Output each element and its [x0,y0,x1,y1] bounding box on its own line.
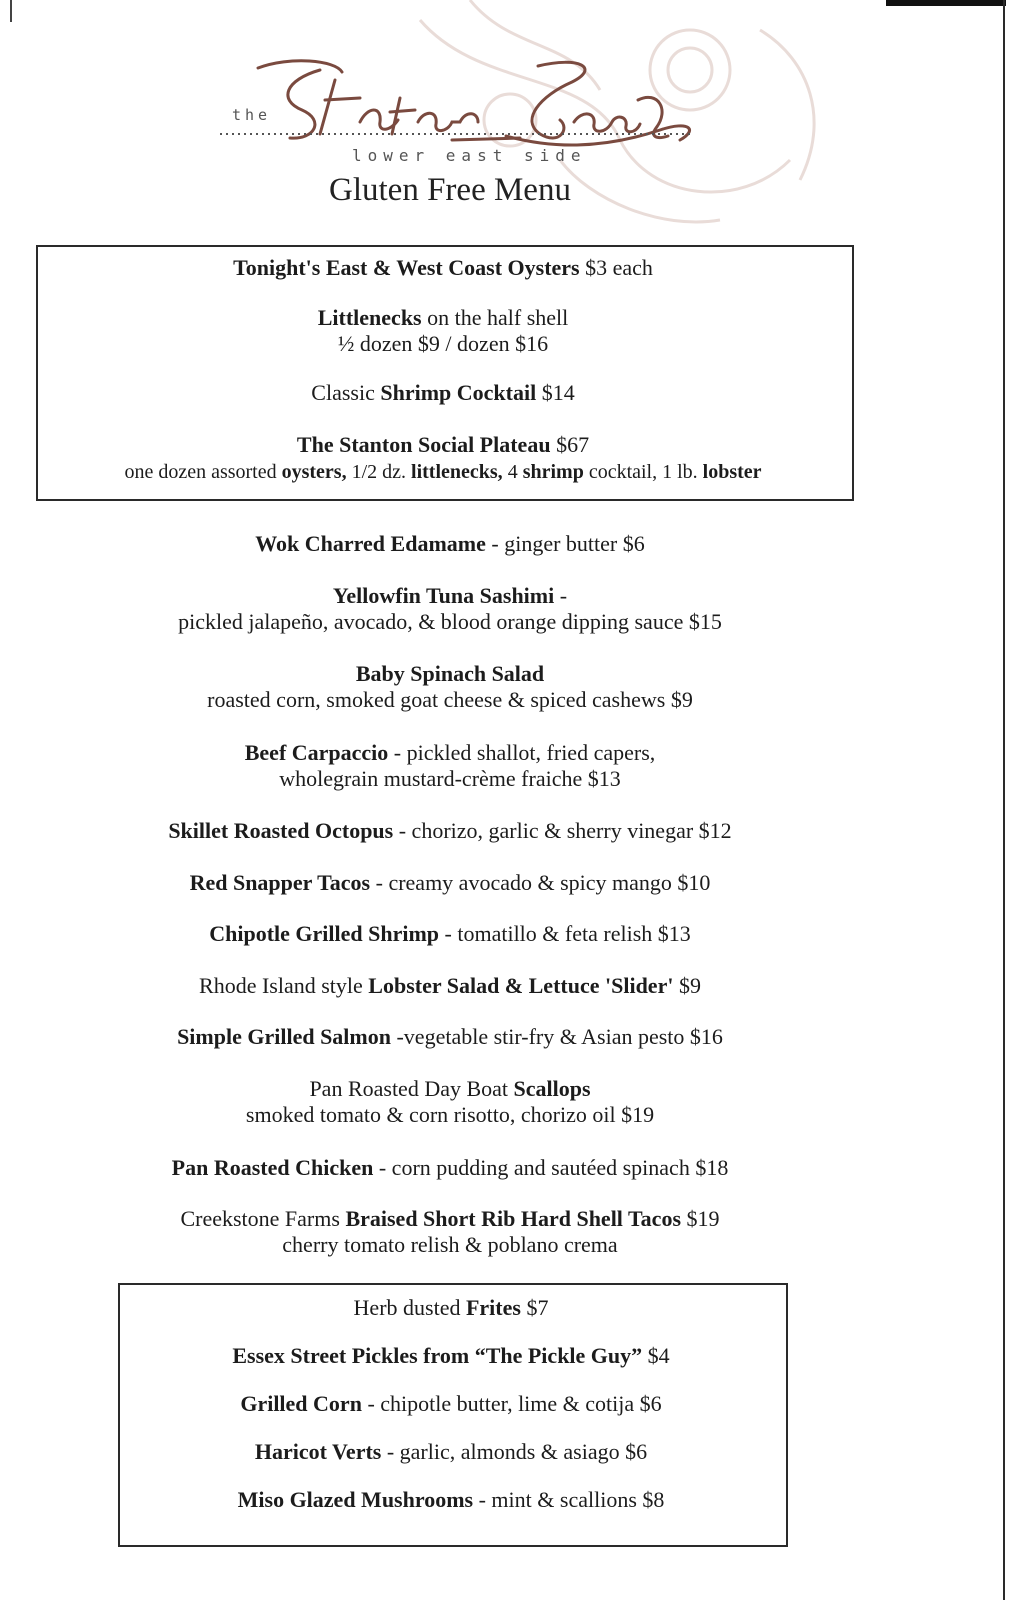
scan-edge-top-right [886,0,1006,6]
side-item-pickles: Essex Street Pickles from “The Pickle Guy” $4 [232,1343,670,1368]
logo-location: lower east side [352,146,587,165]
menu-item-lobster-slider: Rhode Island style Lobster Salad & Lettuce 'Slider' $9 [199,973,701,998]
menu-item-snapper-tacos: Red Snapper Tacos - creamy avocado & spicy mango $10 [189,870,711,895]
menu-item-octopus: Skillet Roasted Octopus - chorizo, garlic & sherry vinegar $12 [168,818,732,843]
side-item-haricot-verts: Haricot Verts - garlic, almonds & asiago $6 [254,1439,648,1464]
menu-item-spinach-salad-detail: roasted corn, smoked goat cheese & spiced cashews $9 [207,687,693,712]
logo-the: the [232,106,272,124]
scan-edge-left [0,0,12,22]
menu-item-tuna-sashimi-detail: pickled jalapeño, avocado, & blood orange dipping sauce $15 [178,609,722,634]
menu-item-spinach-salad: Baby Spinach Salad [355,661,545,686]
menu-item-scallops: Pan Roasted Day Boat Scallops [309,1076,591,1101]
side-item-frites: Herb dusted Frites $7 [353,1295,549,1320]
menu-item-tuna-sashimi: Yellowfin Tuna Sashimi - [332,583,568,608]
menu-item-chicken: Pan Roasted Chicken - corn pudding and sautéed spinach $18 [171,1155,729,1180]
menu-item-littlenecks: Littlenecks on the half shell [317,305,569,330]
menu-item-oysters: Tonight's East & West Coast Oysters $3 each [233,255,653,280]
menu-item-short-rib-tacos-detail: cherry tomato relish & poblano crema [282,1232,618,1257]
menu-title: Gluten Free Menu [329,172,571,208]
menu-item-short-rib-tacos: Creekstone Farms Braised Short Rib Hard Shell Tacos $19 [180,1206,720,1231]
side-item-grilled-corn: Grilled Corn - chipotle butter, lime & cotija $6 [240,1391,662,1416]
menu-item-shrimp-cocktail: Classic Shrimp Cocktail $14 [311,380,575,405]
menu-item-littlenecks-prices: ½ dozen $9 / dozen $16 [337,331,549,356]
side-item-miso-mushrooms: Miso Glazed Mushrooms - mint & scallions $8 [237,1487,665,1512]
menu-item-plateau: The Stanton Social Plateau $67 [296,432,590,457]
menu-item-beef-carpaccio-detail: wholegrain mustard-crème fraiche $13 [279,766,621,791]
menu-item-edamame: Wok Charred Edamame - ginger butter $6 [255,531,645,556]
menu-item-scallops-detail: smoked tomato & corn risotto, chorizo oil $19 [245,1102,655,1127]
menu-item-beef-carpaccio: Beef Carpaccio - pickled shallot, fried capers, [244,740,656,765]
menu-item-salmon: Simple Grilled Salmon -vegetable stir-fry & Asian pesto $16 [177,1024,723,1049]
restaurant-logo [220,50,700,175]
menu-item-chipotle-shrimp: Chipotle Grilled Shrimp - tomatillo & feta relish $13 [209,921,691,946]
menu-item-plateau-detail: one dozen assorted oysters, 1/2 dz. littlenecks, 4 shrimp cocktail, 1 lb. lobster [124,461,762,483]
scan-edge-right [1003,0,1005,1600]
